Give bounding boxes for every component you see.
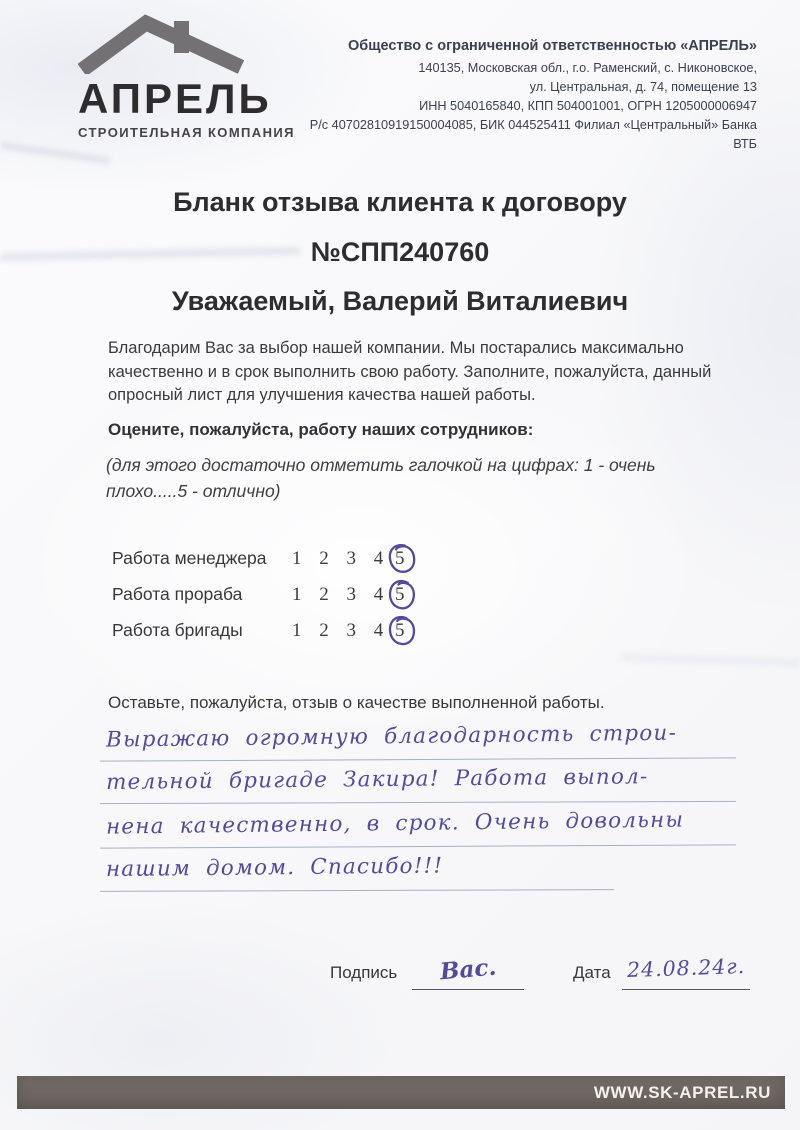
handwritten-date: 24.08.24г. — [626, 953, 746, 983]
pen-circle-mark-icon — [385, 541, 416, 576]
scale-number-1: 1 — [292, 548, 302, 569]
form-title: Бланк отзыва клиента к договору — [173, 187, 627, 217]
handwritten-signature: Вас. — [438, 953, 498, 986]
rating-note: (для этого достаточно отметить галочкой на цифрах: 1 - очень плохо.....5 - отлично) — [106, 455, 656, 501]
rating-row-manager — [112, 548, 672, 578]
rating-row-crew — [112, 620, 672, 650]
company-requisites-line2: Р/с 40702810919150004085, БИК 044525411 Филиал «Центральный» Банка ВТБ — [309, 118, 757, 151]
date-label: Дата — [573, 963, 611, 982]
company-address-line2: ул. Центральная, д. 74, помещение 13 — [529, 80, 757, 94]
intro-paragraph: Благодарим Вас за выбор нашей компании. Мы постарались максимально качественно и в срок выполнить свою работу. Заполните, пожалуйста, данный опросный лист для улучшения качества нашей работы. — [108, 339, 712, 404]
review-ruled-line — [100, 809, 736, 848]
scale-number-2: 2 — [319, 620, 329, 641]
rating-label: Работа прораба — [112, 584, 243, 604]
pen-circle-mark-icon — [385, 576, 418, 612]
review-prompt: Оставьте, пожалуйста, отзыв о качестве выполненной работы. — [108, 693, 605, 712]
handwritten-review-line-4: нашим домом. Спасибо!!! — [105, 853, 444, 883]
company-full-name: Общество с ограниченной ответственностью «АПРЕЛЬ» — [348, 38, 757, 54]
scale-number-3: 3 — [346, 620, 356, 641]
contract-number: №СПП240760 — [310, 237, 490, 267]
scale-number-5-selected: 5 — [395, 548, 405, 570]
rating-row-foreman — [112, 584, 672, 614]
scale-number-1: 1 — [292, 584, 302, 605]
paper-crease — [0, 140, 110, 165]
rating-scale — [292, 548, 405, 570]
scale-number-2: 2 — [319, 548, 329, 569]
handwritten-review-line-2: тельной бригаде Закира! Работа выпол- — [105, 764, 649, 795]
scale-number-4: 4 — [373, 620, 384, 641]
roof-logo-icon — [78, 14, 246, 74]
scale-number-1: 1 — [292, 620, 302, 641]
handwritten-review-line-1: Выражаю огромную благодарность строи- — [105, 720, 678, 753]
review-ruled-line — [100, 722, 736, 761]
company-requisites-line1: ИНН 5040165840, КПП 504001001, ОГРН 1205000006947 — [419, 99, 757, 113]
logo-company-name: АПРЕЛЬ — [78, 75, 272, 122]
company-requisites — [287, 38, 757, 154]
rating-scale — [292, 584, 405, 606]
footer-bar — [17, 1076, 785, 1109]
pen-circle-mark-icon — [386, 614, 415, 647]
review-ruled-line — [100, 854, 614, 892]
handwritten-review-line-3: нена качественно, в срок. Очень довольны — [105, 807, 685, 840]
signature-label: Подпись — [330, 963, 398, 982]
logo-company-subtitle: СТРОИТЕЛЬНАЯ КОМПАНИЯ — [78, 125, 295, 140]
client-salutation: Уважаемый, Валерий Виталиевич — [171, 286, 629, 316]
company-address-line1: 140135, Московская обл., г.о. Раменский, с. Никоновское, — [418, 61, 757, 75]
scale-number-4: 4 — [373, 584, 384, 605]
rating-label: Работа менеджера — [112, 548, 267, 568]
signature-line — [412, 953, 524, 990]
paper-crease — [620, 652, 800, 668]
rating-label: Работа бригады — [112, 620, 243, 640]
date-line — [622, 953, 750, 990]
scale-number-3: 3 — [346, 584, 356, 605]
company-website: WWW.SK-APREL.RU — [593, 1083, 771, 1102]
rating-heading: Оцените, пожалуйста, работу наших сотрудников: — [108, 420, 534, 439]
scale-number-4: 4 — [373, 548, 384, 569]
rating-scale — [292, 620, 405, 642]
review-ruled-line — [100, 766, 736, 804]
scale-number-5-selected: 5 — [395, 620, 405, 642]
scale-number-5-selected: 5 — [395, 584, 405, 606]
company-logo — [78, 14, 295, 140]
scale-number-2: 2 — [319, 584, 329, 605]
scale-number-3: 3 — [346, 548, 356, 569]
